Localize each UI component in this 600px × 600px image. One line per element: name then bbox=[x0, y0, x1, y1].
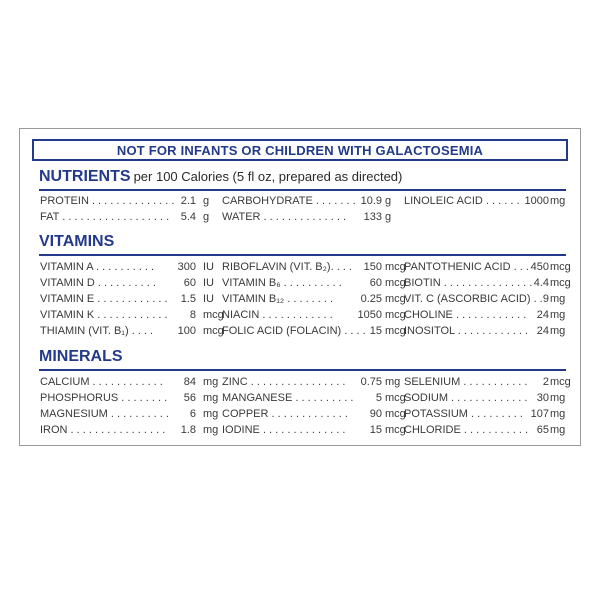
nutrient-name: CARBOHYDRATE . . . . . . . bbox=[222, 195, 356, 207]
nutrient-value: 2 bbox=[542, 376, 549, 388]
nutrient-row bbox=[404, 390, 582, 406]
nutrients-col-2 bbox=[222, 193, 412, 225]
nutrient-row bbox=[222, 390, 412, 406]
nutrient-unit: mcg bbox=[550, 376, 571, 388]
nutrient-unit: IU bbox=[203, 293, 214, 305]
nutrient-unit: g bbox=[385, 211, 392, 223]
nutrient-row bbox=[40, 406, 220, 422]
nutrient-value: 65 bbox=[536, 424, 549, 436]
nutrient-name: VITAMIN E . . . . . . . . . . . . bbox=[40, 293, 168, 305]
nutrient-row bbox=[222, 291, 412, 307]
nutrient-name: COPPER . . . . . . . . . . . . . bbox=[222, 408, 348, 420]
nutrient-unit: mcg bbox=[203, 325, 224, 337]
nutrient-value: 90 bbox=[369, 408, 382, 420]
nutrient-value: 4.4 bbox=[533, 277, 549, 289]
galactosemia-warning: NOT FOR INFANTS OR CHILDREN WITH GALACTOSEMIA bbox=[32, 139, 568, 161]
nutrient-row bbox=[40, 390, 220, 406]
nutrient-name: MANGANESE . . . . . . . . . . bbox=[222, 392, 354, 404]
nutrient-unit: g bbox=[203, 211, 210, 223]
nutrient-value: 107 bbox=[530, 408, 549, 420]
nutrient-value: 5 bbox=[375, 392, 382, 404]
nutrient-unit: mcg bbox=[550, 277, 571, 289]
nutrient-value: 300 bbox=[177, 261, 196, 273]
nutrient-unit: mcg bbox=[385, 277, 406, 289]
vitamins-col-2 bbox=[222, 259, 412, 339]
nutrient-value: 24 bbox=[536, 325, 549, 337]
nutrient-value: 10.9 bbox=[360, 195, 382, 207]
nutrient-unit: mg bbox=[385, 376, 401, 388]
nutrient-row bbox=[40, 422, 220, 438]
nutrient-unit: mg bbox=[550, 424, 566, 436]
nutrient-value: 0.75 bbox=[360, 376, 382, 388]
nutrient-unit: mcg bbox=[385, 392, 406, 404]
nutrient-name: IODINE . . . . . . . . . . . . . . bbox=[222, 424, 346, 436]
vitamins-header bbox=[39, 232, 569, 252]
nutrient-row bbox=[222, 406, 412, 422]
nutrient-name: FOLIC ACID (FOLACIN) . . . . bbox=[222, 325, 366, 337]
nutrient-name: POTASSIUM . . . . . . . . . bbox=[404, 408, 523, 420]
nutrient-name: ZINC . . . . . . . . . . . . . . . . bbox=[222, 376, 346, 388]
nutrient-value: 5.4 bbox=[180, 211, 196, 223]
nutrient-row bbox=[404, 374, 582, 390]
nutrient-name: PROTEIN . . . . . . . . . . . . . . bbox=[40, 195, 175, 207]
nutrient-value: 24 bbox=[536, 309, 549, 321]
nutrient-row bbox=[40, 374, 220, 390]
nutrients-header bbox=[39, 167, 569, 187]
nutrient-value: 100 bbox=[177, 325, 196, 337]
nutrient-name: VIT. C (ASCORBIC ACID) . . bbox=[404, 293, 543, 305]
nutrient-row bbox=[40, 291, 220, 307]
nutrient-name: VITAMIN K . . . . . . . . . . . . bbox=[40, 309, 168, 321]
nutrient-unit: mcg bbox=[385, 424, 406, 436]
minerals-rule bbox=[39, 369, 566, 371]
nutrient-name: IRON . . . . . . . . . . . . . . . . bbox=[40, 424, 166, 436]
nutrient-unit: mcg bbox=[385, 293, 406, 305]
nutrient-value: 1.8 bbox=[180, 424, 196, 436]
nutrient-value: 0.25 bbox=[360, 293, 382, 305]
nutrient-name: CHLORIDE . . . . . . . . . . . bbox=[404, 424, 529, 436]
vitamins-col-1 bbox=[40, 259, 224, 339]
nutrients-col-1 bbox=[40, 193, 220, 225]
vitamins-title: VITAMINS bbox=[39, 233, 115, 250]
nutrient-unit: mcg bbox=[203, 309, 224, 321]
nutrient-value: 84 bbox=[183, 376, 196, 388]
nutrient-row bbox=[404, 323, 582, 339]
nutrient-value: 450 bbox=[530, 261, 549, 273]
nutrient-row bbox=[222, 193, 412, 209]
nutrient-name: SODIUM . . . . . . . . . . . . . bbox=[404, 392, 528, 404]
nutrient-name: NIACIN . . . . . . . . . . . . bbox=[222, 309, 333, 321]
nutrition-panel bbox=[19, 128, 581, 446]
nutrient-name: MAGNESIUM . . . . . . . . . . bbox=[40, 408, 169, 420]
nutrient-value: 30 bbox=[536, 392, 549, 404]
nutrient-row bbox=[404, 275, 582, 291]
nutrient-row bbox=[222, 374, 412, 390]
nutrient-row bbox=[404, 406, 582, 422]
nutrient-name: VITAMIN B₆ . . . . . . . . . . bbox=[222, 277, 342, 289]
nutrient-name: WATER . . . . . . . . . . . . . . bbox=[222, 211, 347, 223]
nutrient-row bbox=[222, 323, 412, 339]
nutrient-name: CHOLINE . . . . . . . . . . . . bbox=[404, 309, 527, 321]
nutrient-unit: mcg bbox=[385, 261, 406, 273]
nutrients-rule bbox=[39, 189, 566, 191]
nutrient-unit: g bbox=[203, 195, 210, 207]
vitamins-rule bbox=[39, 254, 566, 256]
nutrient-name: VITAMIN D . . . . . . . . . . bbox=[40, 277, 156, 289]
nutrient-name: PANTOTHENIC ACID . . . bbox=[404, 261, 529, 273]
nutrient-unit: mcg bbox=[550, 261, 571, 273]
minerals-header bbox=[39, 347, 569, 367]
minerals-col-2 bbox=[222, 374, 412, 438]
nutrient-unit: mg bbox=[550, 195, 566, 207]
nutrients-title: NUTRIENTS bbox=[39, 168, 131, 185]
nutrient-value: 15 bbox=[369, 424, 382, 436]
nutrient-row bbox=[222, 275, 412, 291]
nutrient-row bbox=[40, 323, 224, 339]
nutrient-name: INOSITOL . . . . . . . . . . . . bbox=[404, 325, 529, 337]
nutrient-value: 8 bbox=[189, 309, 196, 321]
nutrient-row bbox=[222, 209, 412, 225]
nutrient-row bbox=[404, 422, 582, 438]
nutrient-unit: mg bbox=[203, 376, 219, 388]
nutrient-value: 60 bbox=[183, 277, 196, 289]
nutrient-row bbox=[222, 422, 412, 438]
nutrient-name: RIBOFLAVIN (VIT. B₂). . . . bbox=[222, 261, 352, 273]
nutrient-value: 133 bbox=[363, 211, 382, 223]
nutrient-unit: mcg bbox=[385, 325, 406, 337]
nutrient-name: VITAMIN B₁₂ . . . . . . . . bbox=[222, 293, 334, 305]
nutrient-row bbox=[40, 275, 220, 291]
nutrient-row bbox=[404, 307, 582, 323]
nutrient-row bbox=[40, 193, 220, 209]
nutrient-unit: IU bbox=[203, 277, 214, 289]
nutrient-unit: mg bbox=[550, 309, 566, 321]
nutrient-unit: mg bbox=[550, 392, 566, 404]
nutrient-unit: mg bbox=[550, 325, 566, 337]
nutrient-value: 60 bbox=[369, 277, 382, 289]
minerals-title: MINERALS bbox=[39, 348, 123, 365]
nutrient-value: 15 bbox=[369, 325, 382, 337]
nutrient-name: THIAMIN (VIT. B₁) . . . . bbox=[40, 325, 154, 337]
nutrient-value: 150 bbox=[363, 261, 382, 273]
minerals-col-3 bbox=[404, 374, 582, 438]
nutrient-row bbox=[404, 259, 582, 275]
nutrient-unit: mg bbox=[203, 424, 219, 436]
nutrient-value: 56 bbox=[183, 392, 196, 404]
vitamins-col-3 bbox=[404, 259, 582, 339]
nutrient-name: BIOTIN . . . . . . . . . . . . . . . bbox=[404, 277, 533, 289]
nutrient-value: 6 bbox=[189, 408, 196, 420]
nutrient-unit: mg bbox=[550, 408, 566, 420]
nutrient-row bbox=[40, 307, 224, 323]
nutrient-value: 2.1 bbox=[180, 195, 196, 207]
nutrient-unit: g bbox=[385, 195, 392, 207]
nutrient-unit: IU bbox=[203, 261, 214, 273]
nutrient-unit: mg bbox=[550, 293, 566, 305]
nutrients-col-3 bbox=[404, 193, 582, 209]
nutrient-name: PHOSPHORUS . . . . . . . . bbox=[40, 392, 168, 404]
nutrient-name: CALCIUM . . . . . . . . . . . . bbox=[40, 376, 163, 388]
nutrient-row bbox=[404, 193, 582, 209]
nutrient-unit: mg bbox=[203, 392, 219, 404]
nutrient-row bbox=[222, 307, 412, 323]
nutrient-name: FAT . . . . . . . . . . . . . . . . . . bbox=[40, 211, 170, 223]
nutrient-name: SELENIUM . . . . . . . . . . . bbox=[404, 376, 528, 388]
nutrient-name: LINOLEIC ACID . . . . . . bbox=[404, 195, 520, 207]
nutrient-unit: mg bbox=[203, 408, 219, 420]
nutrient-value: 1000 bbox=[524, 195, 549, 207]
nutrient-unit: mcg bbox=[385, 408, 406, 420]
nutrient-value: 1.5 bbox=[180, 293, 196, 305]
nutrient-row bbox=[404, 291, 582, 307]
minerals-col-1 bbox=[40, 374, 220, 438]
nutrient-row bbox=[40, 259, 220, 275]
nutrients-subtitle: per 100 Calories (5 fl oz, prepared as directed) bbox=[133, 169, 403, 184]
nutrient-unit: mcg bbox=[385, 309, 406, 321]
nutrient-value: 1050 bbox=[357, 309, 382, 321]
nutrient-name: VITAMIN A . . . . . . . . . . bbox=[40, 261, 155, 273]
nutrient-value: 9 bbox=[542, 293, 549, 305]
nutrient-row bbox=[222, 259, 412, 275]
nutrient-row bbox=[40, 209, 220, 225]
